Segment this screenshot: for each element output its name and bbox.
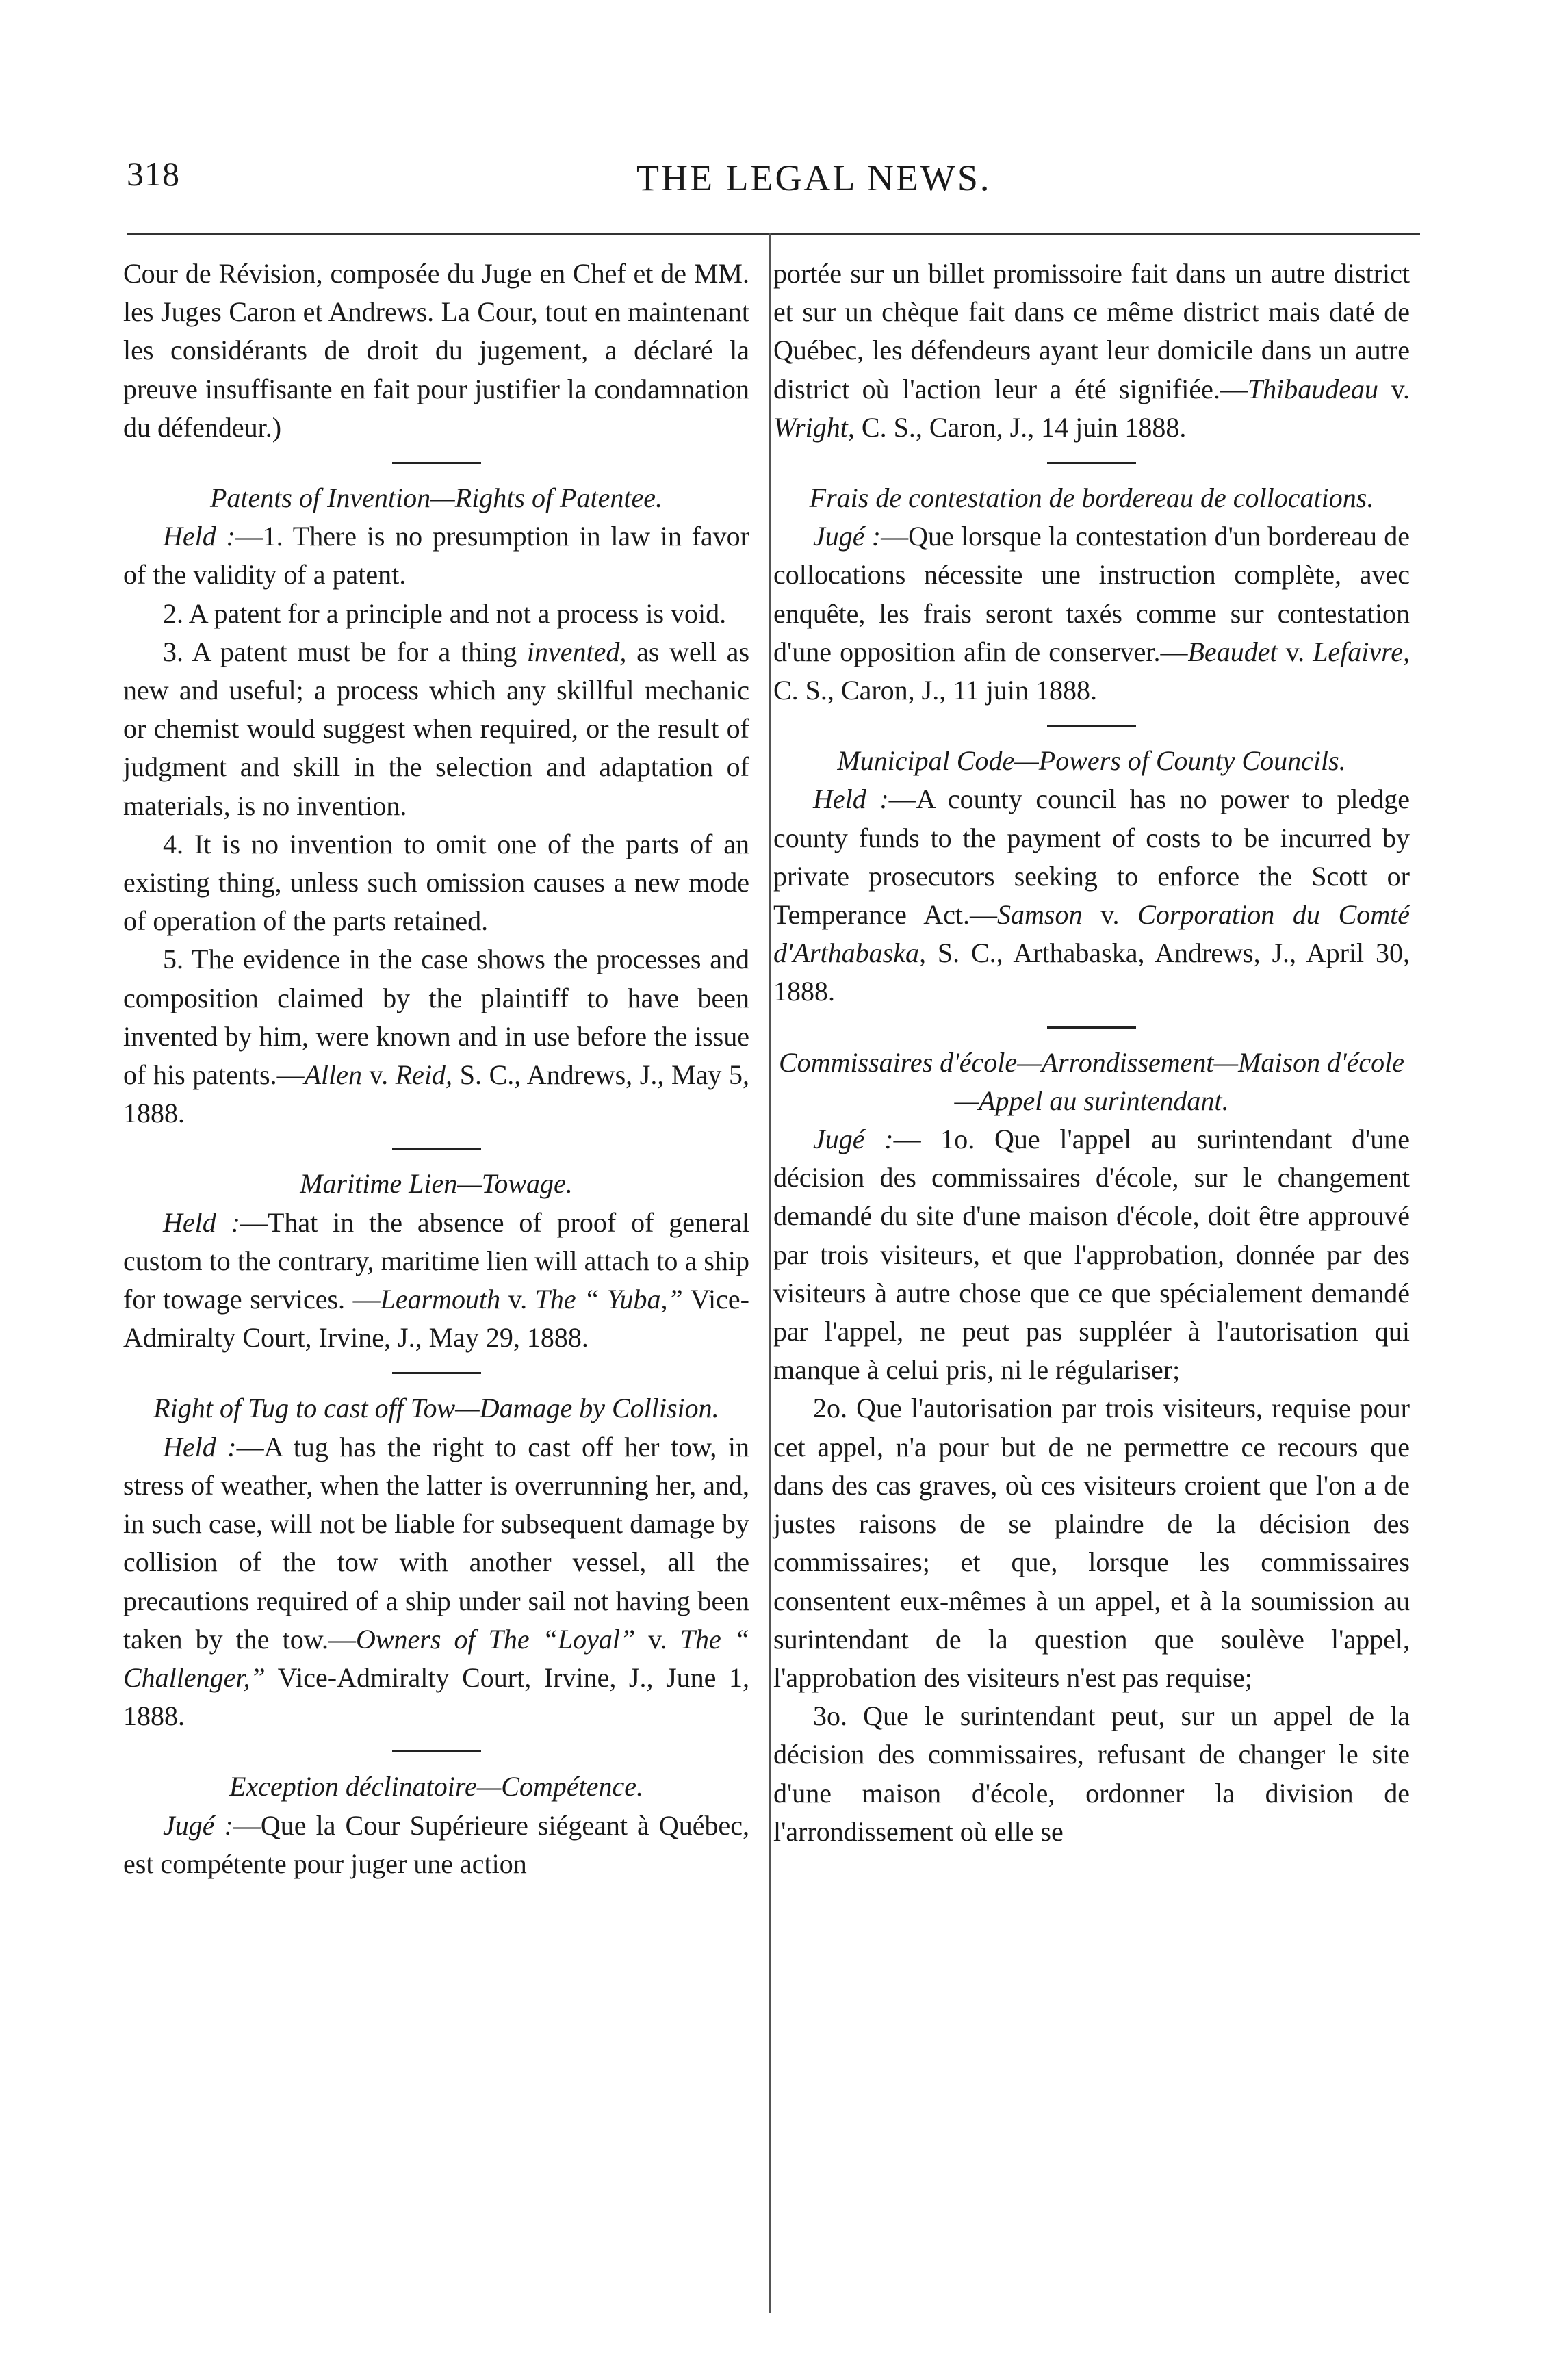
exception-paragraph: Jugé :—Que la Cour Supérieure siégeant à Québec, est compétente pour juger une action — [123, 1809, 749, 1879]
tug-paragraph: Held :—A tug has the right to cast off her tow, in stress of weather, when the latter is overrunning her, and, in such case, will not be liable for subsequent damage by collision of the tow with another vessel, all the precautions required of a ship under sail not having been taken by the tow.—Owners of The “Loyal” v. The “ Challenger,” Vice-Admiralty Court, Irvine, J., June 1, 1888. — [123, 1431, 750, 1732]
held-label: Held : — [163, 1206, 240, 1238]
page-number: 318 — [127, 155, 180, 193]
section-rule — [392, 1750, 481, 1752]
frais-paragraph: Jugé :—Que lorsque la contestation d'un bordereau de collocations nécessite une instruction complète, avec enquête, les frais seront taxés comme sur contestation d'une opposition afin de conserver.—Beaudet v. Lefaivre, C. S., Caron, J., 11 juin 1888. — [773, 521, 1410, 706]
patents-point-1: Held :—1. There is no presumption in law in favor of the validity of a patent. — [123, 521, 749, 591]
continuation-paragraph: portée sur un billet promissoire fait dans un autre district et sur un chèque fait dans ce même district mais daté de Québec, les défendeurs ayant leur domicile dans un autre district où l'action leur a été signifiée.—Thibaudeau v. Wright, C. S., Caron, J., 14 juin 1888. — [773, 258, 1410, 443]
juge-label: Jugé : — [163, 1809, 233, 1841]
held-label: Held : — [163, 1431, 237, 1462]
page-header — [0, 154, 1546, 216]
section-heading-municipal: Municipal Code—Powers of County Councils. — [837, 745, 1346, 777]
section-rule — [1047, 725, 1136, 727]
section-heading-tug: Right of Tug to cast off Tow—Damage by Collision. — [153, 1393, 719, 1424]
commissaires-point-1: Jugé :— 1o. Que l'appel au surintendant d'une décision des commissaires d'école, sur le changement demandé du site d'une maison d'école, doit être approuvé par trois visiteurs, et que l'approbation, donnée par des visiteurs à autre chose que ce que spécialement demandé par l'appel, ne peut pas suppléer à l'autorisation qui manque à celui pris, ni le régulariser; — [773, 1124, 1410, 1386]
commissaires-point-2: 2o. Que l'autorisation par trois visiteurs, requise pour cet appel, n'a pour but de ne permettre ce recours que dans des cas graves, où ces visiteurs croient que l'on a de justes raisons de se plaindre de la décision des commissaires; et que, lorsque les commissaires consentent eux-mêmes à un appel, et à la soumission au surintendant de la question que soulève l'appel, l'approbation des visiteurs n'est pas requise; — [773, 1393, 1410, 1693]
running-title: THE LEGAL NEWS. — [636, 157, 992, 198]
held-label: Held : — [163, 521, 235, 552]
section-heading-maritime: Maritime Lien—Towage. — [300, 1168, 573, 1200]
maritime-paragraph: Held :—That in the absence of proof of general custom to the contrary, maritime lien will attach to a ship for towage services. —Learmouth v. The “ Yuba,” Vice-Admiralty Court, Irvine, J., May 29, 1888. — [123, 1206, 750, 1354]
section-heading-patents: Patents of Invention—Rights of Patentee. — [210, 482, 662, 514]
patents-point-3: 3. A patent must be for a thing invented, as well as new and useful; a process which any skillful mechanic or chemist would suggest when required, or the result of judgment and skill in the selection and adaptation of materials, is no invention. — [123, 636, 750, 821]
juge-label: Jugé : — [813, 521, 881, 552]
patents-point-4: 4. It is no invention to omit one of the parts of an existing thing, unless such omission causes a new mode of operation of the parts retained. — [123, 828, 749, 937]
intro-paragraph: Cour de Révision, composée du Juge en Chef et de MM. les Juges Caron et Andrews. La Cour, tout en maintenant les considérants de droit du jugement, a déclaré la preuve insuffisante en fait pour justifier la condamnation du défendeur.) — [123, 258, 749, 443]
section-heading-frais: Frais de contestation de bordereau de collocations. — [809, 482, 1374, 514]
section-rule — [392, 1148, 481, 1150]
section-rule — [392, 1372, 481, 1374]
patents-point-2: 2. A patent for a principle and not a process is void. — [163, 597, 727, 629]
section-heading-exception: Exception déclinatoire—Compétence. — [229, 1771, 643, 1802]
right-column — [773, 255, 1410, 1851]
column-divider — [769, 233, 771, 2313]
juge-label: Jugé : — [813, 1124, 894, 1155]
patents-point-5: 5. The evidence in the case shows the processes and composition claimed by the plaintiff to have been invented by him, were known and in use before the issue of his patents.—Allen v. Reid, S. C., Andrews, J., May 5, 1888. — [123, 944, 749, 1129]
held-label: Held : — [813, 784, 889, 815]
header-rule — [127, 233, 1420, 235]
section-rule — [1047, 1026, 1136, 1029]
municipal-paragraph: Held :—A county council has no power to pledge county funds to the payment of costs to be incurred by private prosecutors seeking to enforce the Scott or Temperance Act.—Samson v. Corporation du Comté d'Arthabaska, S. C., Arthabaska, Andrews, J., April 30, 1888. — [773, 784, 1410, 1007]
section-rule — [392, 462, 481, 464]
section-heading-commissaires: Commissaires d'école—Arrondissement—Maison d'école—Appel au surintendant. — [778, 1046, 1405, 1116]
section-rule — [1047, 462, 1136, 464]
left-column — [123, 255, 749, 1883]
commissaires-point-3: 3o. Que le surintendant peut, sur un appel de la décision des commissaires, refusant de changer le site d'une maison d'école, ordonner la division de l'arrondissement où elle se — [773, 1700, 1410, 1847]
